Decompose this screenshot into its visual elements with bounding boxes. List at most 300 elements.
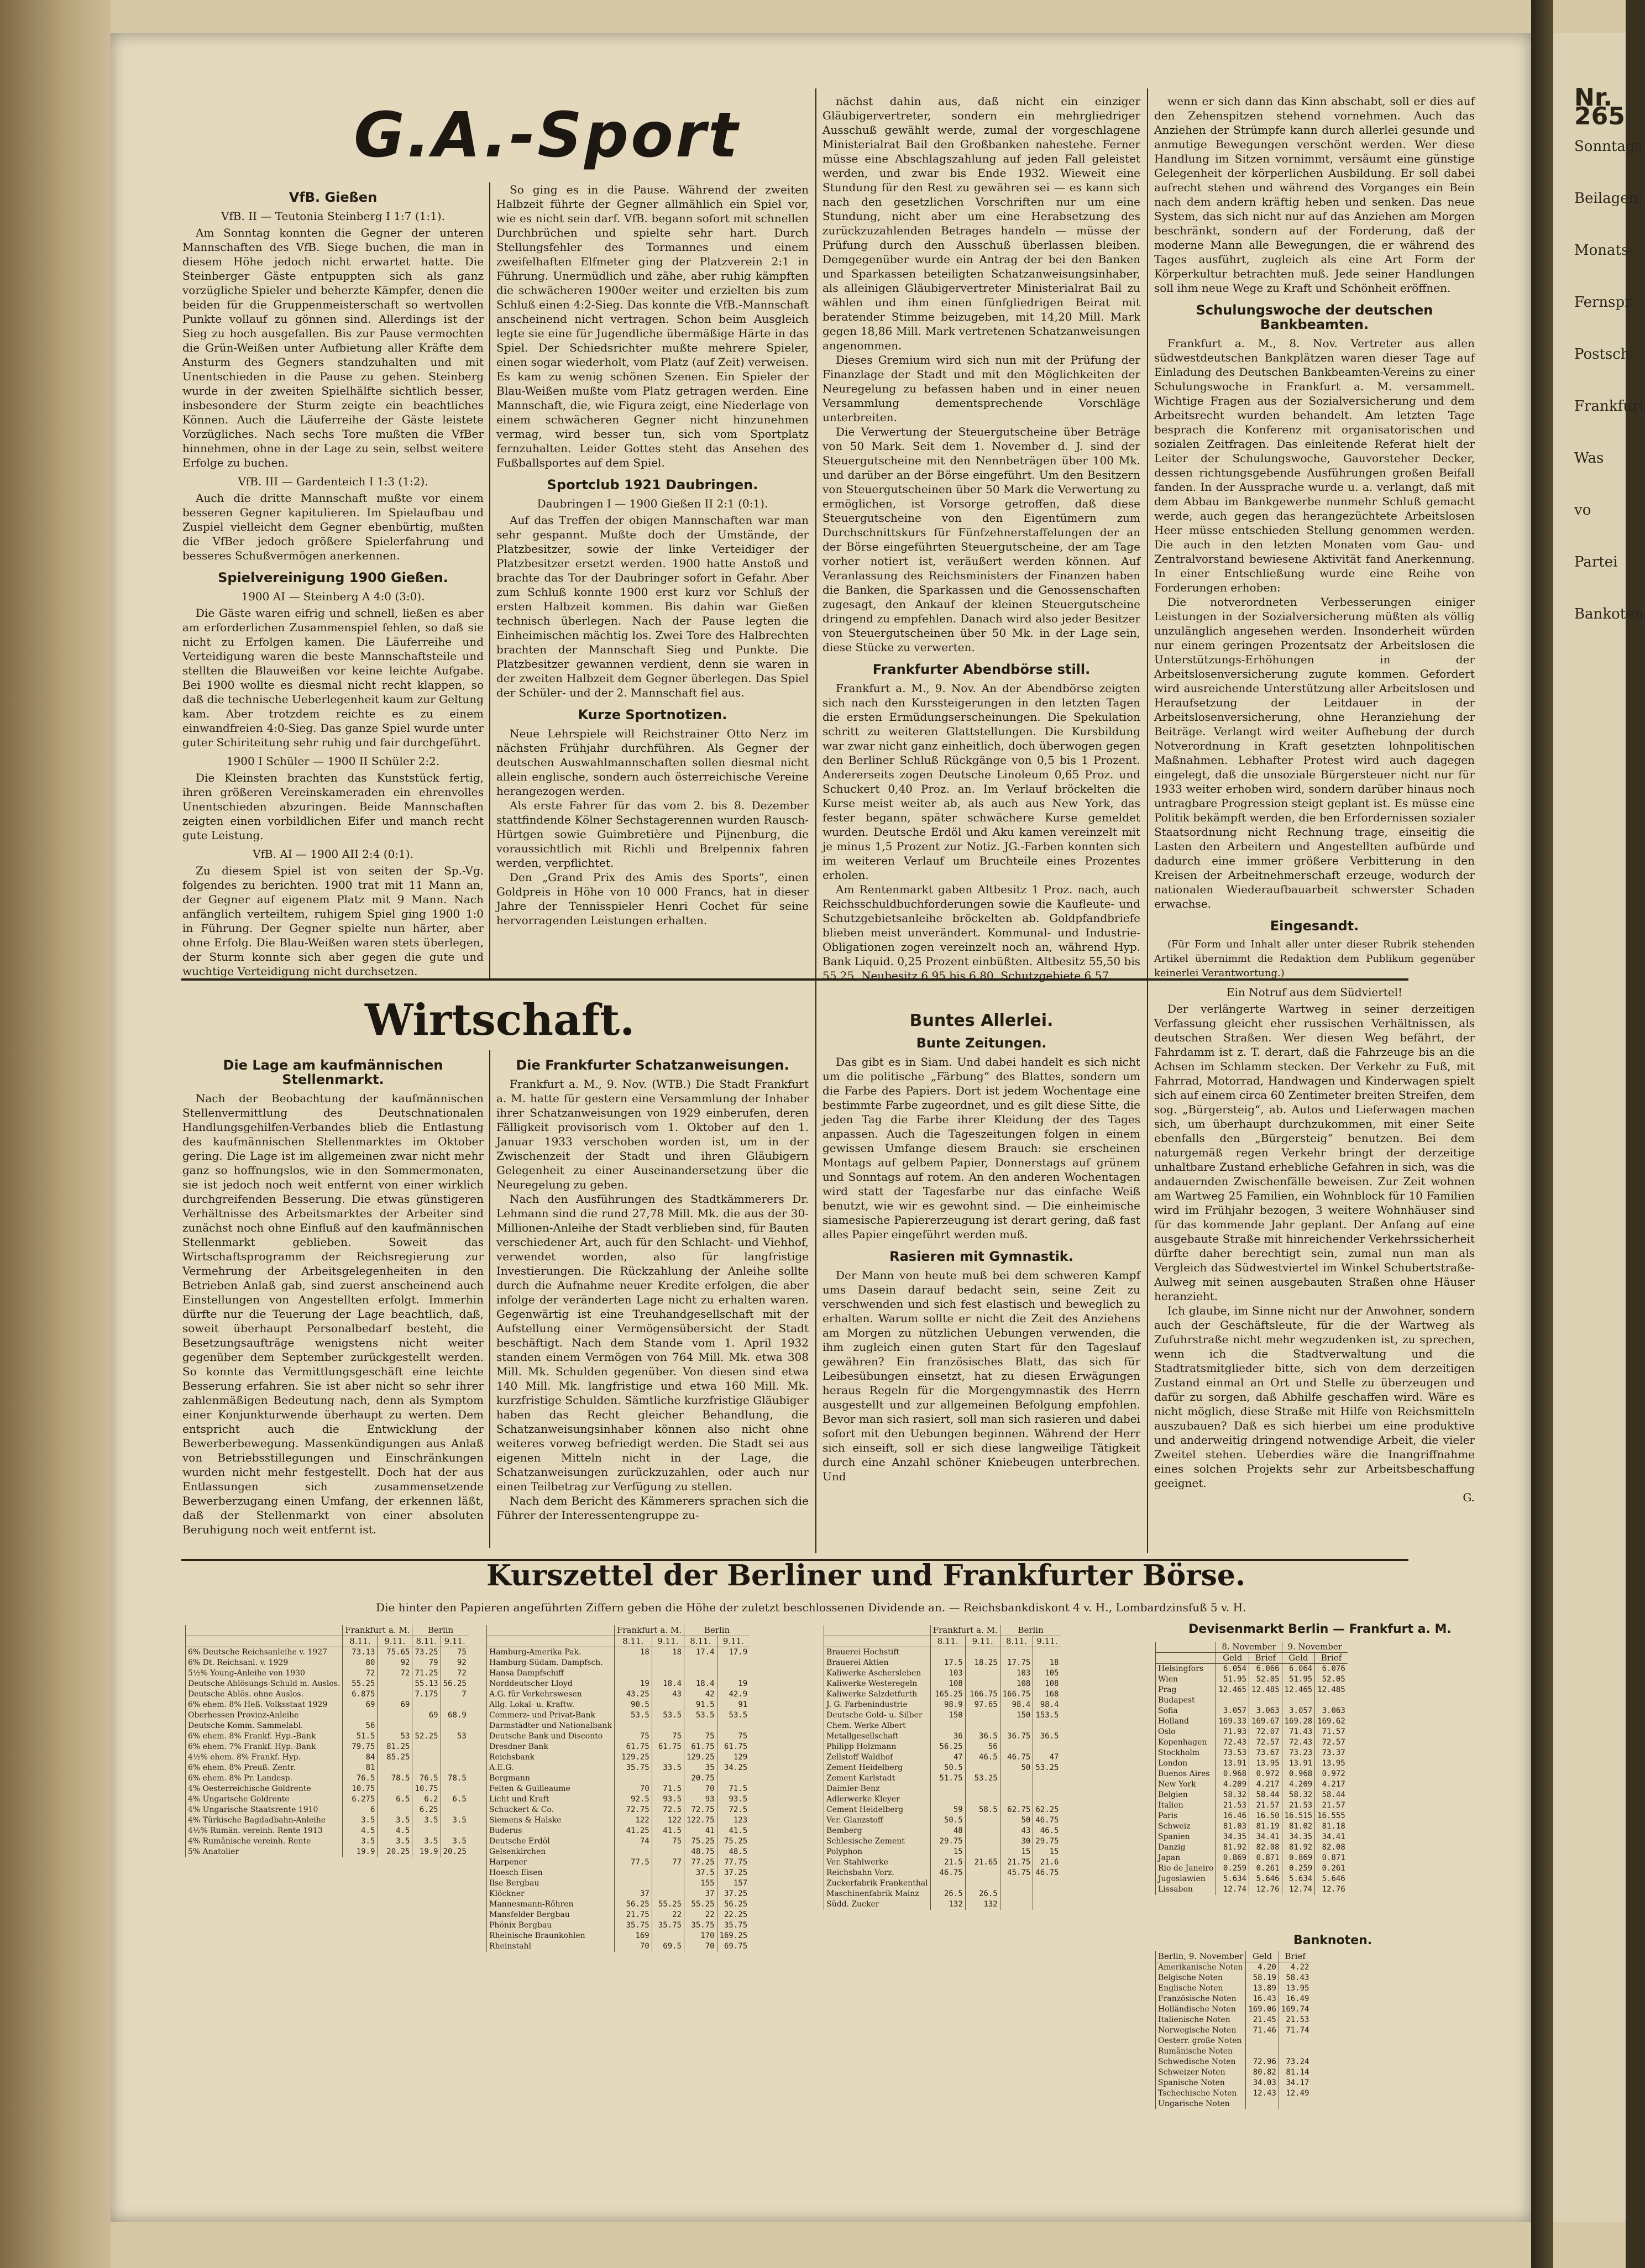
quote-value: 75.65 [378,1647,412,1658]
table-row [1156,1779,1348,1790]
quote-value: 47 [1033,1752,1061,1763]
note-name: Englische Noten [1156,1983,1246,1994]
quote-value: 91 [717,1700,750,1710]
rate-value: 5.634 [1216,1874,1249,1884]
quote-value: 122.75 [684,1815,717,1826]
security-name: 4% Ungarische Staatsrente 1910 [186,1805,343,1815]
quote-value [441,1752,469,1763]
security-name: A.E.G. [487,1763,615,1773]
security-name: Hamburg-Südam. Dampfsch. [487,1658,615,1668]
table-row [1156,2046,1312,2057]
table-row [487,1742,750,1752]
table-row [824,1742,1061,1752]
rate-value [1279,2046,1311,2057]
date-header: 8.11. [930,1636,965,1647]
kurszettel-subtitle: Die hinter den Papieren angeführten Ziffern geben die Höhe der zuletzt beschlossenen Dividende an. — Reichsbankdiskont 4 v. H., Lombardzinsfuß 5 v. H. [376,1601,1246,1614]
table-header-row [824,1625,1061,1636]
quote-value: 129.25 [614,1752,652,1763]
devisen-title: Devisenmarkt Berlin — Frankfurt a. M. [1188,1622,1452,1636]
rate-value: 71.93 [1216,1727,1249,1737]
currency-name: Kopenhagen [1156,1737,1216,1748]
table-row [1156,1758,1348,1769]
table-row [186,1763,469,1773]
quote-value [965,1721,1000,1731]
note-name: Tschechische Noten [1156,2088,1246,2099]
table-row [1156,1737,1348,1748]
rate-value: 12.43 [1246,2088,1279,2099]
quote-value [378,1689,412,1700]
rate-value: 13.91 [1282,1758,1315,1769]
quote-value: 122 [614,1815,652,1826]
note-name: Holländische Noten [1156,2004,1246,2015]
rate-value: 21.53 [1279,2015,1311,2025]
quote-value: 33.5 [652,1763,684,1773]
quote-value: 20.25 [378,1847,412,1857]
rate-value: 73.24 [1279,2057,1311,2067]
quote-value: 75.25 [684,1836,717,1847]
rate-value: 34.35 [1282,1832,1315,1842]
security-name: Reichsbahn Vorz. [824,1868,931,1878]
quote-value: 108 [1000,1679,1033,1689]
quote-value: 47 [930,1752,965,1763]
rate-value: 3.063 [1315,1706,1348,1716]
quote-value: 6 [343,1805,378,1815]
table-row [1156,1973,1312,1983]
date-label [487,1636,615,1647]
table-row [186,1679,469,1689]
table-row [824,1826,1061,1836]
rate-value: 0.972 [1249,1769,1282,1779]
rate-value: 16.555 [1315,1811,1348,1821]
quote-value: 53.5 [717,1710,750,1721]
quote-value: 108 [1033,1679,1061,1689]
quote-value: 71.5 [652,1784,684,1794]
quote-value: 20.75 [684,1773,717,1784]
rate-value: 5.634 [1282,1874,1315,1884]
quote-value: 55.13 [412,1679,441,1689]
quote-value: 78.5 [378,1773,412,1784]
quote-value: 55.25 [343,1679,378,1689]
date-header: 9. November [1282,1642,1348,1653]
security-name: 4% Rumänische vereinh. Rente [186,1836,343,1847]
column-header: Brief [1279,1951,1311,1962]
quote-value: 56.25 [717,1899,750,1910]
rate-value: 16.50 [1249,1811,1282,1821]
rate-value: 21.57 [1249,1800,1282,1811]
security-name: Buderus [487,1826,615,1836]
table-date-row [186,1636,469,1647]
security-name: Deutsche Komm. Sammelabl. [186,1721,343,1731]
table-row [824,1784,1061,1794]
security-name: Adlerwerke Kleyer [824,1794,931,1805]
banknoten-title: Banknoten. [1293,1934,1372,1947]
security-name: 6% ehem. 8% Heß. Volksstaat 1929 [186,1700,343,1710]
quote-value: 3.5 [343,1836,378,1847]
table-row [1156,1863,1348,1874]
rate-value: 12.76 [1249,1884,1282,1895]
table-row [487,1910,750,1920]
table-row [824,1847,1061,1857]
quote-value [412,1826,441,1836]
table-row [487,1836,750,1847]
table-row [1156,1685,1348,1695]
date-header: 9.11. [965,1636,1000,1647]
table-row [487,1647,750,1658]
rate-value: 0.869 [1216,1853,1249,1863]
quote-value [378,1784,412,1794]
quote-value [614,1773,652,1784]
table-row [487,1847,750,1857]
currency-name: Jugoslawien [1156,1874,1216,1884]
quote-value: 19 [614,1679,652,1689]
table-row [487,1878,750,1889]
table-row [1156,1706,1348,1716]
rate-value [1279,2036,1311,2046]
quote-value: 77.5 [614,1857,652,1868]
quote-value [652,1700,684,1710]
quote-value [412,1742,441,1752]
table-row [186,1731,469,1742]
rate-value: 21.53 [1216,1800,1249,1811]
rate-value: 6.066 [1249,1664,1282,1675]
quote-value [441,1742,469,1752]
rate-value: 0.259 [1216,1863,1249,1874]
quote-value [1000,1742,1033,1752]
quote-value: 92 [378,1658,412,1668]
table-header-row [1156,1642,1348,1653]
table-row [487,1784,750,1794]
security-name: Ilse Bergbau [487,1878,615,1889]
table-row [487,1710,750,1721]
security-name: 6% Deutsche Reichsanleihe v. 1927 [186,1647,343,1658]
table-row [824,1857,1061,1868]
security-name: Philipp Holzmann [824,1742,931,1752]
quote-value: 69 [378,1700,412,1710]
currency-name: Holland [1156,1716,1216,1727]
note-name: Französische Noten [1156,1994,1246,2004]
quote-value: 45.75 [1000,1868,1033,1878]
quote-value: 97.65 [965,1700,1000,1710]
rate-value: 34.03 [1246,2078,1279,2088]
date-header: 9.11. [652,1636,684,1647]
quote-value: 48.75 [684,1847,717,1857]
quote-value: 98.9 [930,1700,965,1710]
quote-value: 76.5 [343,1773,378,1784]
table-row [1156,1727,1348,1737]
date-header: 9.11. [378,1636,412,1647]
rate-value: 0.871 [1315,1853,1348,1863]
quote-value: 52.25 [412,1731,441,1742]
table-header-row [186,1625,469,1636]
table-row [1156,1790,1348,1800]
quote-value: 72 [441,1668,469,1679]
table-row [824,1689,1061,1700]
rate-value [1246,2036,1279,2046]
security-name: Allg. Lokal- u. Kraftw. [487,1700,615,1710]
quote-value [1000,1889,1033,1899]
rate-value: 58.44 [1249,1790,1282,1800]
table-row [186,1784,469,1794]
quote-value: 22 [684,1910,717,1920]
table-row [824,1815,1061,1826]
table-row [487,1721,750,1731]
rate-value: 0.972 [1315,1769,1348,1779]
rate-value: 73.67 [1249,1748,1282,1758]
rate-value: 81.92 [1216,1842,1249,1853]
table-row [824,1899,1061,1910]
quote-value [441,1721,469,1731]
quote-value: 21.75 [614,1910,652,1920]
rate-value: 0.869 [1282,1853,1315,1863]
security-name: 6% Dt. Reichsanl. v. 1929 [186,1658,343,1668]
wirtschaft-column-1 [182,1050,484,1553]
name-header [1156,1653,1216,1664]
rate-value: 58.32 [1282,1790,1315,1800]
date-header: 8.11. [343,1636,378,1647]
currency-name: Belgien [1156,1790,1216,1800]
currency-name: Prag [1156,1685,1216,1695]
rate-value: 0.261 [1315,1863,1348,1874]
rate-header: Brief [1249,1653,1282,1664]
rate-value: 16.43 [1246,1994,1279,2004]
quote-value [652,1658,684,1668]
exchange-header: Frankfurt a. M. [930,1625,1000,1636]
quote-value: 92 [441,1658,469,1668]
table-row [1156,1842,1348,1853]
note-name: Schweizer Noten [1156,2067,1246,2078]
table-row [186,1773,469,1784]
quote-value: 69.75 [717,1941,750,1952]
quote-value [1033,1878,1061,1889]
quote-value [378,1805,412,1815]
adjacent-page-line: Fernspr. [1574,294,1635,311]
quote-value: 77.75 [717,1857,750,1868]
currency-name: Wien [1156,1674,1216,1685]
table-row [186,1742,469,1752]
quote-value [614,1847,652,1857]
security-name: Deutsche Ablösungs-Schuld m. Auslos. [186,1679,343,1689]
security-name: Zement Heidelberg [824,1763,931,1773]
table-row [824,1679,1061,1689]
adjacent-page-line: Frankfurt [1574,398,1645,415]
rate-value: 13.95 [1315,1758,1348,1769]
quote-value: 35.75 [614,1763,652,1773]
quote-value: 22 [652,1910,684,1920]
note-name: Belgische Noten [1156,1973,1246,1983]
rate-value: 16.46 [1216,1811,1249,1821]
table-row [1156,1853,1348,1863]
headline-schulungswoche: Schulungswoche der deutschen Bankbeamten. [1196,302,1433,332]
quote-value: 17.4 [684,1647,717,1658]
quote-value [965,1836,1000,1847]
rate-value: 4.217 [1315,1779,1348,1790]
quote-value [717,1721,750,1731]
rate-value: 58.44 [1315,1790,1348,1800]
quote-value: 77.25 [684,1857,717,1868]
quote-value [441,1700,469,1710]
table-row [487,1700,750,1710]
quote-value: 18.25 [965,1658,1000,1668]
table-row [487,1679,750,1689]
security-name: Metallgesellschaft [824,1731,931,1742]
rate-value: 34.41 [1315,1832,1348,1842]
quote-value: 62.75 [1000,1805,1033,1815]
quote-value: 10.75 [412,1784,441,1794]
security-name: Brauerei Aktien [824,1658,931,1668]
quote-value [1000,1878,1033,1889]
sport-masthead: G.A.-Sport [354,99,740,171]
paragraph: So ging es in die Pause. Während der zweiten Halbzeit führte der Gegner allmählich ein Spiel vor, wie es nicht sein darf. VfB. begann sofort mit schnellen Durchbrüchen und spielte sehr hart. Durch Stellungsfehler des Tormannes und einem zweifelhaften Elfmeter ging der Platzverein 2:1 in Führung. Unermüdlich und zähe, aber ruhig kämpften die schwächeren 1900er weiter und erzielten bis zum Schluß einen 4:2-Sieg. Das konnte die VfB.-Mannschaft anscheinend nicht vertragen. Schon beim Ausgleich legte sie eine für Jugendliche übermäßige Härte in das Spiel. Der Schiedsrichter mußte mehrere Spieler, einen sogar wiederholt, vom Platz (auf Zeit) verweisen. Es kam zu wenig schönen Szenen. Ein Spieler der Blau-Weißen mußte vom Platz getragen werden. Eine Mannschaft, die, wie Figura zeigt, eine Niederlage von einem schwächeren Gegner nicht hinzunehmen vermag, wird besser tun, sich vom Sportplatz fernzuhalten. Leider Gottes steht das Ansehen des Fußballsportes auf dem Spiel. [496,183,809,469]
security-name: Darmstädter und Nationalbank [487,1721,615,1731]
security-name: Ver. Stahlwerke [824,1857,931,1868]
rate-value: 81.18 [1315,1821,1348,1832]
table-date-row [487,1636,750,1647]
quote-value: 169.25 [717,1931,750,1941]
quote-value: 35.75 [684,1920,717,1931]
security-name: Felten & Guilleaume [487,1784,615,1794]
rate-value: 6.064 [1282,1664,1315,1675]
quote-value: 22.25 [717,1910,750,1920]
rate-value [1246,2046,1279,2057]
table-row [186,1805,469,1815]
rate-value: 0.871 [1249,1853,1282,1863]
date-label [824,1636,931,1647]
rate-value [1249,1695,1282,1706]
quote-value [1033,1742,1061,1752]
quote-value [441,1826,469,1836]
rate-value: 73.23 [1282,1748,1315,1758]
security-name: Hansa Dampfschiff [487,1668,615,1679]
table-row [186,1826,469,1836]
quote-value: 56.25 [930,1742,965,1752]
table-row [186,1794,469,1805]
security-name: 4½% Rumän. vereinh. Rente 1913 [186,1826,343,1836]
quote-value: 21.5 [930,1857,965,1868]
quote-value [717,1658,750,1668]
quote-value: 29.75 [930,1836,965,1847]
table-row [1156,1832,1348,1842]
security-name: Bergmann [487,1773,615,1784]
column-rule [815,88,816,1553]
security-name: J. G. Farbenindustrie [824,1700,931,1710]
rate-value: 72.96 [1246,2057,1279,2067]
quote-value [684,1658,717,1668]
security-name: Hamburg-Amerika Pak. [487,1647,615,1658]
quote-value: 37.25 [717,1868,750,1878]
rate-value: 3.057 [1282,1706,1315,1716]
quote-value [965,1868,1000,1878]
table-row [1156,2057,1312,2067]
currency-name: Paris [1156,1811,1216,1821]
paragraph: Am Sonntag konnten die Gegner der unteren Mannschaften des VfB. Siege buchen, die man in diesem Höhe jedoch nicht erwartet hatte. Die Steinberger Gäste entpuppten sich als ganz vorzügliche Spieler und beherzte Kämpfer, denen die beiden für die Gruppenmeisterschaft so wertvollen Punkte vollauf zu gönnen sind. Allerdings ist der Sieg zu hoch ausgefallen. Bis zur Pause vermochten die Grün-Weißen unter Aufbietung aller Kräfte dem Ansturm des Gegners standzuhalten und mit Unentschieden in die Pause zu gehen. Steinberg wurde in der zweiten Spielhälfte sichtlich besser, insbesondere der Sturm zeigte ein beachtliches Können. Auch die Läuferreihe der Gäste leistete Vorzügliches. Nach sechs Tore mußten die VfBer hinnehmen, ohne in der Lage zu sein, selbst weitere Erfolge zu buchen. [182,226,484,469]
quote-value: 59 [930,1805,965,1815]
quote-value: 70 [614,1941,652,1952]
rate-value: 0.261 [1249,1863,1282,1874]
kurs-table-aktien-1 [486,1625,750,1952]
quote-value: 93.5 [717,1794,750,1805]
currency-name: Danzig [1156,1842,1216,1853]
security-name: Deutsche Ablös. ohne Auslos. [186,1689,343,1700]
quote-value: 75 [717,1731,750,1742]
table-row [1156,1962,1312,1973]
quote-value [614,1668,652,1679]
rate-value: 71.46 [1246,2025,1279,2036]
quote-value: 81.25 [378,1742,412,1752]
quote-value: 71.25 [412,1668,441,1679]
quote-value: 68.9 [441,1710,469,1721]
table-row [1156,1994,1312,2004]
quote-value: 166.75 [965,1689,1000,1700]
paragraph: Dieses Gremium wird sich nun mit der Prüfung der Finanzlage der Stadt und mit den Möglichkeiten der Neuregelung zu befassen haben und in einer neuen Versammlung dementsprechende Vorschläge unterbreiten. [822,353,1140,424]
rate-value: 4.209 [1282,1779,1315,1790]
rate-value [1246,2099,1279,2109]
rate-value: 13.89 [1246,1983,1279,1994]
quote-value: 50.5 [930,1763,965,1773]
quote-value [614,1878,652,1889]
quote-value: 21.75 [1000,1857,1033,1868]
table-row [186,1752,469,1763]
rate-header: Geld [1216,1653,1249,1664]
buntes-column [822,1006,1140,1553]
paragraph: Am Rentenmarkt gaben Altbesitz 1 Proz. nach, auch Reichsschuldbuchforderungen sowie die Kaufleute- und Schutzgebietsanleihe bröckelten ab. Goldpfandbriefe blieben meist unverändert. Kommunal- und Industrie-Obligationen zogen vereinzelt noch an, während Hyp. Bank Liquid. 0,25 Prozent einbüßten. Altbesitz 55,50 bis 55,25, Neubesitz 6,95 bis 6,80, Schutzgebiete 6,57. [822,883,1140,982]
paragraph: Den „Grand Prix des Amis des Sports“, einen Goldpreis in Höhe von 10 000 Francs, hat in dieser Jahre der Tennisspieler Henri Cochet für seine hervorragenden Leistungen erhalten. [496,871,809,927]
table-row [186,1668,469,1679]
paragraph: wenn er sich dann das Kinn abschabt, soll er dies auf den Zehenspitzen stehend vornehmen. Auch das Anziehen der Strümpfe kann durch allerlei gesunde und anmutige Bewegungen verschönt werden. Wer diese Handlung im Sitzen vornimmt, versäumt eine günstige Gelegenheit der körperlichen Ausbildung. Er soll dabei aufrecht stehen und während des Vorganges ein Bein nach dem andern kräftig heben und senken. Das neue System, das sich nicht nur auf das Anziehen am Morgen beschränkt, sondern auf der Forderung, daß der moderne Mann alle Bewegungen, die er während des Tages ausführt, zugleich als eine Art Form der Körperkultur betrachten muß. Jede seiner Handlungen soll ihm neue Wege zu Kraft und Schönheit eröffnen. [1154,95,1475,295]
security-name: Rheinstahl [487,1941,615,1952]
quote-value: 132 [930,1899,965,1910]
table-row [186,1847,469,1857]
quote-value [1033,1784,1061,1794]
quote-value: 18.4 [652,1679,684,1689]
paragraph: Auch die dritte Mannschaft mußte vor einem besseren Gegner kapitulieren. Im Spielaufbau und Zuspiel vielleicht dem Gegner ebenbürtig, mußten die VfBer jedoch größere Spielerfahrung und besseres Schußvermögen anerkennen. [182,491,484,562]
quote-value: 36.5 [965,1731,1000,1742]
quote-value [1033,1794,1061,1805]
quote-value: 30 [1000,1836,1033,1847]
paragraph: Die notverordneten Verbesserungen einiger Leistungen in der Sozialversicherung müßten als völlig unzulänglich angesehen werden. Insonderheit würden nur einem geringen Prozentsatz der Arbeitslosen die Unterstützungs-Erhöhungen in der Arbeitslosenversicherung zugute kommen. Gefordert wird ausreichende Unterstützung aller Arbeitslosen und Heraufsetzung der Leitdauer in der Arbeitslosenversicherung, ohne Heranziehung der Beiträge. Verlangt wird weiter Aufhebung der durch Notverordnung in Kraft gesetzten lohnpolitischen Maßnahmen. Lebhafter Protest wird auch dagegen eingelegt, daß die unsoziale Bürgersteuer nicht nur für 1933 weiter erhoben wird, sondern darüber hinaus noch untragbare Progression steigt geplant ist. Es müsse eine Politik bekämpft werden, die ben Erfordernissen sozialer Staatsordnung nicht Rechnung trage, einseitig die Lasten den Arbeitern und Angestellten aufbürde und dadurch eine immer größere Verbitterung in den Kreisen der Arbeitnehmerschaft erzeuge, wodurch der nationalen Wiederaufbauarbeit schwerster Schaden erwachse. [1154,595,1475,910]
table-row [487,1931,750,1941]
table-row [186,1721,469,1731]
adjacent-page-line: Was [1574,450,1604,467]
paragraph: Die Kleinsten brachten das Kunststück fertig, ihren größeren Vereinskameraden ein ehrenvolles Unentschieden abzuringen. Beide Mannschaften zeigten einen vorbildlichen Eifer und manch recht gute Leistung. [182,771,484,842]
quote-value [441,1805,469,1815]
column-rule [489,182,490,978]
currency-name: Stockholm [1156,1748,1216,1758]
quote-value: 48 [930,1826,965,1836]
rate-value: 58.19 [1246,1973,1279,1983]
rate-value: 4.217 [1249,1779,1282,1790]
security-name: Bemberg [824,1826,931,1836]
quote-value [930,1647,965,1658]
table-row [487,1658,750,1668]
rate-value [1216,1695,1249,1706]
quote-value [441,1763,469,1773]
quote-value: 35.75 [652,1920,684,1931]
exchange-header: Frankfurt a. M. [343,1625,412,1636]
quote-value: 72 [343,1668,378,1679]
exchange-header: Berlin [684,1625,750,1636]
headline-sportclub: Sportclub 1921 Daubringen. [547,477,758,493]
security-name: 6% ehem. 8% Frankf. Hyp.-Bank [186,1731,343,1742]
security-name: Zuckerfabrik Frankenthal [824,1878,931,1889]
quote-value: 72.5 [652,1805,684,1815]
security-name: Chem. Werke Albert [824,1721,931,1731]
adjacent-page-line: Postsch. [1574,346,1634,363]
rate-value: 4.20 [1246,1962,1279,1973]
table-row [824,1868,1061,1878]
quote-value: 103 [1000,1668,1033,1679]
quote-value: 36.5 [1033,1731,1061,1742]
quote-value: 46.75 [1033,1868,1061,1878]
